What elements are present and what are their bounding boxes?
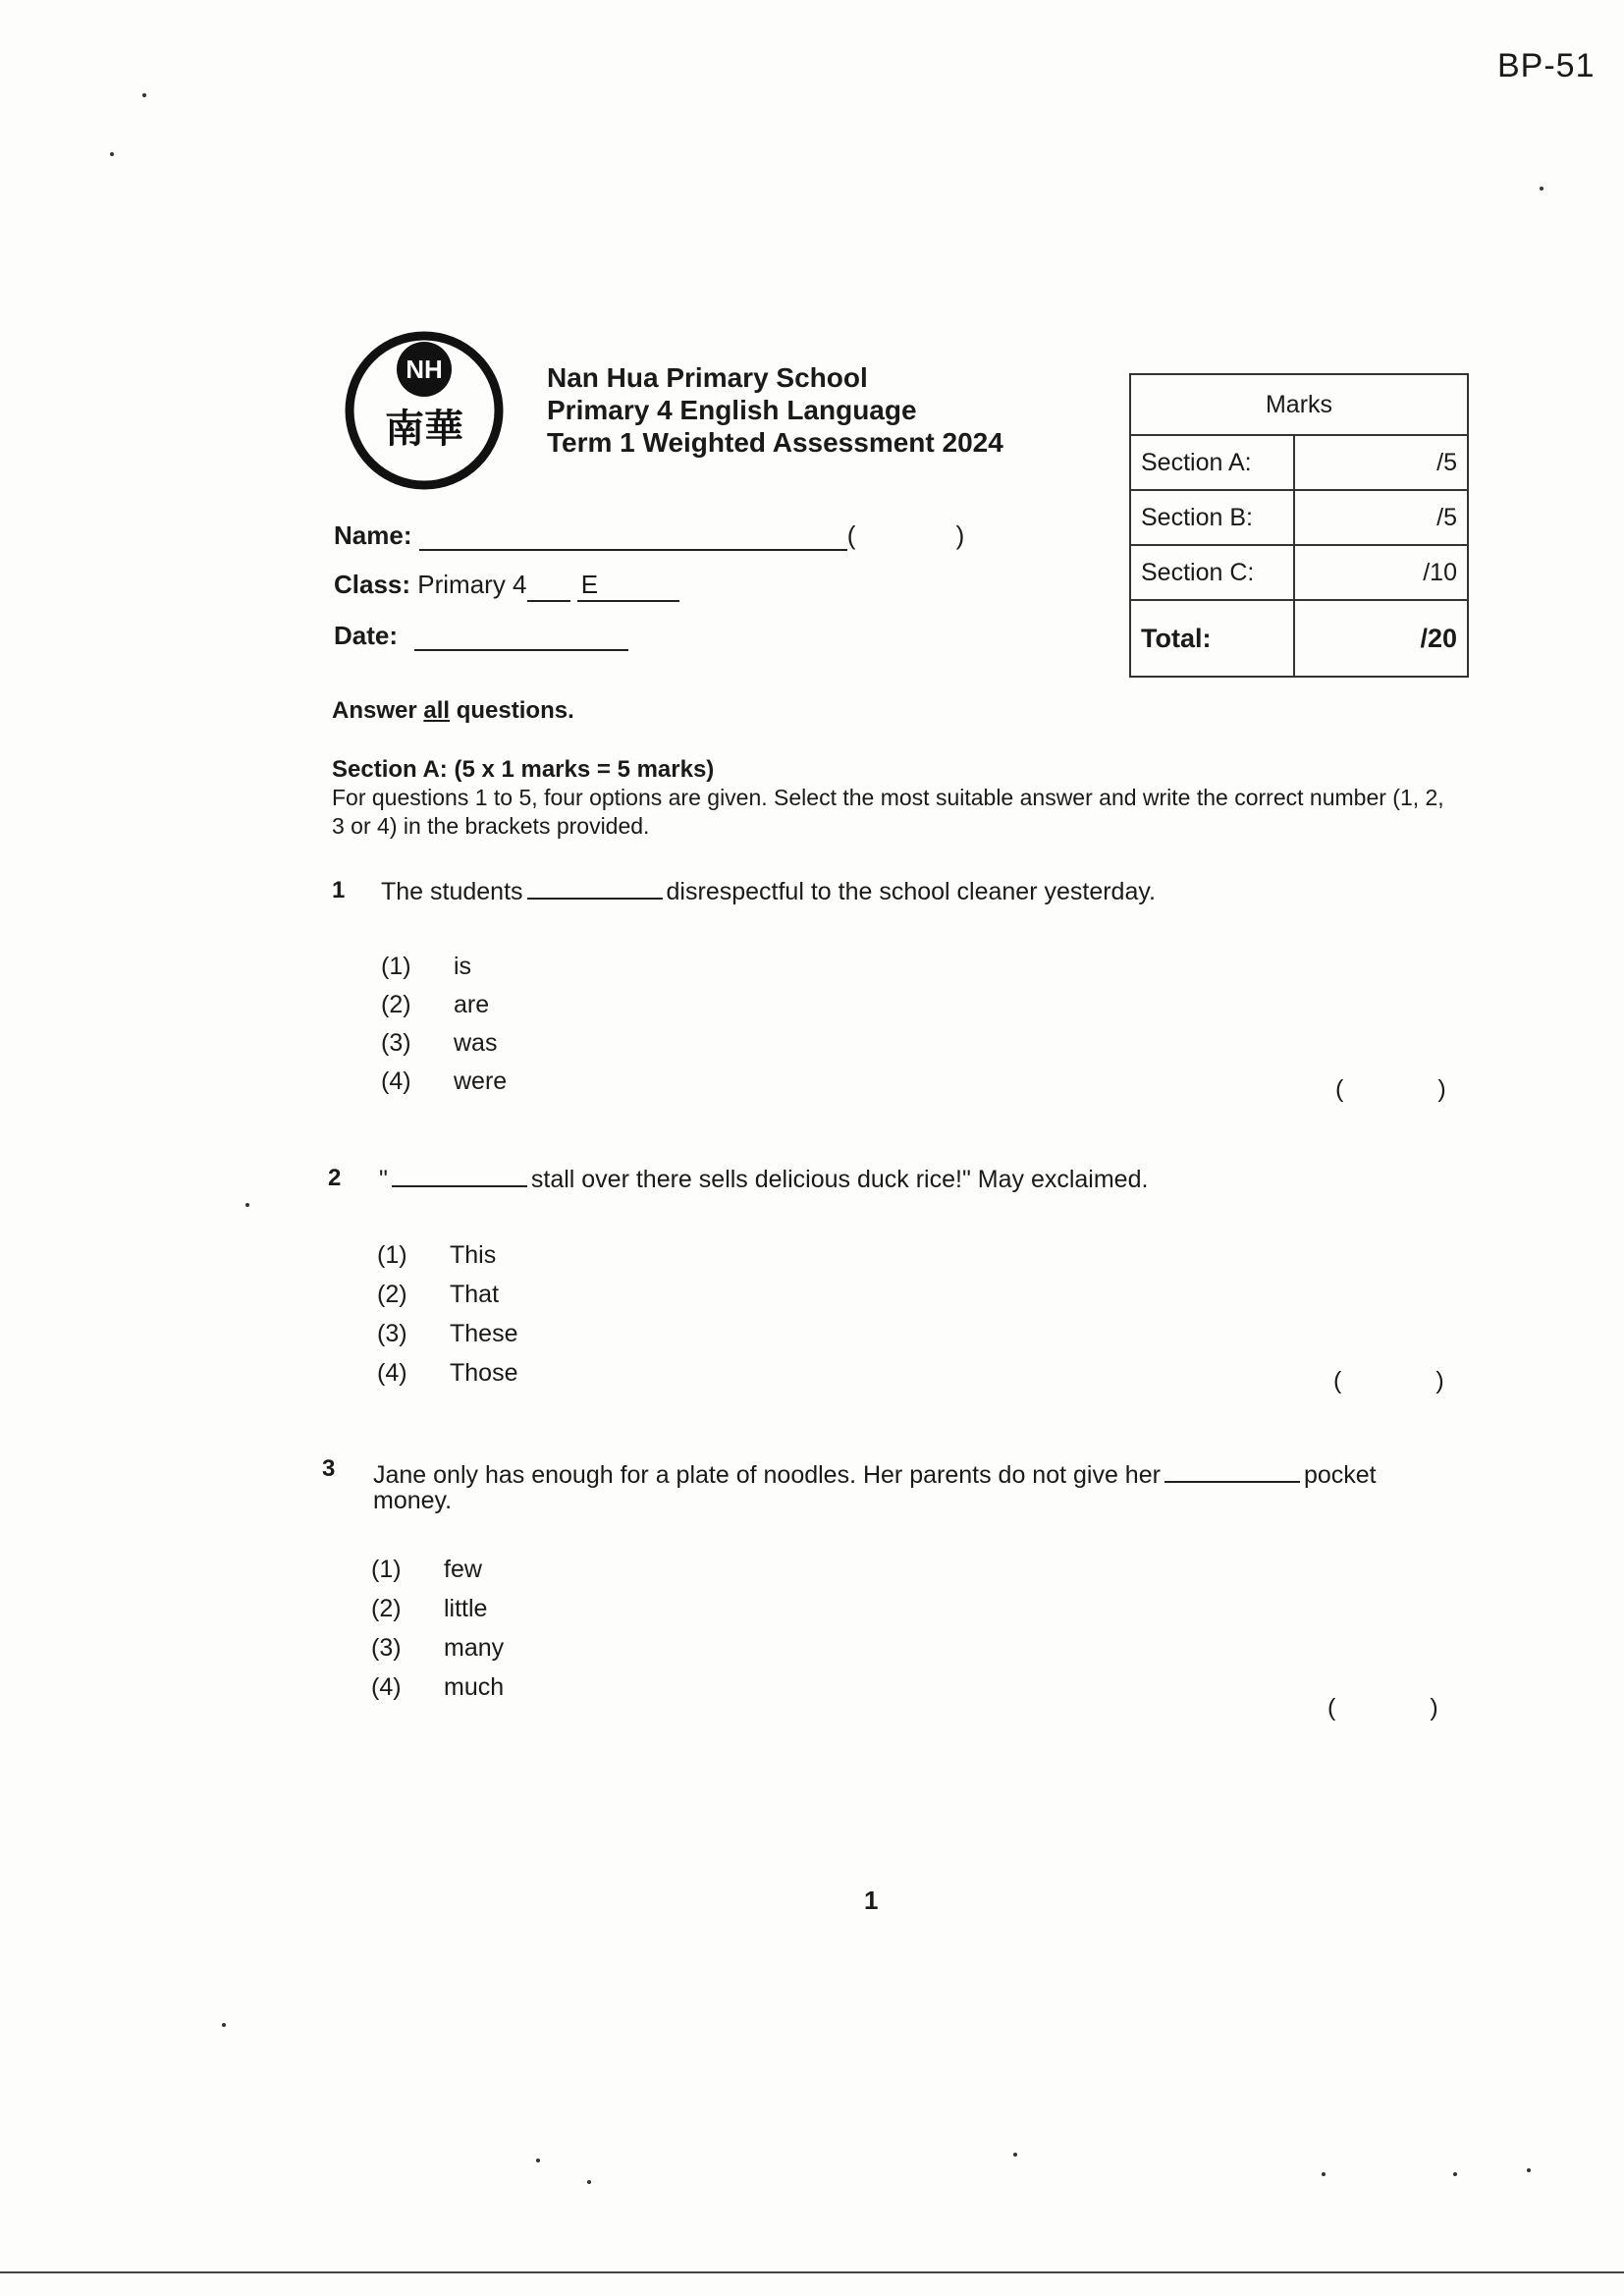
page-code: BP-51 [1497,47,1596,84]
scan-speck [222,2023,226,2027]
general-instruction: Answer all questions. [332,697,574,724]
marks-row-label: Section C: [1130,545,1294,600]
section-a-title: Section A: (5 x 1 marks = 5 marks) [332,756,715,783]
marks-total-value: /20 [1294,600,1468,677]
answer-blank [527,876,663,900]
class-section: E [577,570,679,602]
scan-speck [1013,2153,1017,2157]
school-logo [342,326,507,491]
scan-speck [1322,2172,1326,2176]
question-number: 2 [328,1165,342,1191]
header [547,361,1003,459]
class-value: Primary 4 [417,570,527,599]
marks-row-section-c [1130,545,1468,600]
scan-speck [1527,2168,1531,2172]
marks-table [1129,373,1469,678]
name-label: Name: [334,520,412,550]
answer-bracket[interactable]: ( ) [1333,1367,1444,1394]
option: (4) were [381,1067,508,1095]
marks-row-total [1130,600,1468,677]
question-number: 3 [322,1455,336,1482]
scan-speck [142,93,146,97]
logo-chinese: 南華 [385,407,463,452]
emphasis-all: all [423,697,451,724]
class-number-line[interactable] [527,574,570,602]
register-close-paren: ) [955,520,965,550]
answer-blank [392,1164,527,1187]
answer-bracket[interactable]: ( ) [1335,1075,1446,1103]
name-line[interactable] [419,523,847,551]
question-text: " stall over there sells delicious duck rice!" May exclaimed. [379,1166,1149,1193]
assessment-title: Term 1 Weighted Assessment 2024 [547,427,1003,458]
logo-initials: NH [406,355,443,384]
marks-row-label: Section B: [1130,490,1294,545]
marks-row-label: Section A: [1130,435,1294,490]
question-text-continued: money. [373,1487,453,1514]
option: (1) This [377,1241,497,1269]
school-name: Nan Hua Primary School [547,362,868,393]
option: (3) These [377,1320,518,1347]
marks-row-value: /5 [1294,435,1468,490]
bottom-rule [0,2271,1624,2273]
date-line[interactable] [414,624,628,651]
scan-speck [110,152,114,156]
marks-row-section-b [1130,490,1468,545]
date-field [334,621,628,651]
question-text: The students disrespectful to the school cleaner yesterday. [381,878,1156,905]
option: (1) is [381,953,472,980]
page-number: 1 [864,1886,879,1915]
answer-blank [1164,1459,1300,1483]
option: (1) few [371,1556,482,1583]
class-label: Class: [334,570,411,599]
option: (3) many [371,1634,505,1662]
scan-speck [245,1203,249,1207]
scan-speck [587,2180,591,2184]
option: (2) That [377,1281,500,1308]
option: (2) are [381,991,490,1018]
scan-speck [536,2159,540,2162]
marks-row-section-a [1130,435,1468,490]
register-open-paren: ( [846,520,856,550]
option: (4) much [371,1673,505,1701]
marks-title: Marks [1130,374,1468,435]
class-field [334,570,679,602]
option: (4) Those [377,1359,518,1387]
subject-title: Primary 4 English Language [547,395,917,425]
name-field [334,520,964,551]
marks-total-label: Total: [1130,600,1294,677]
marks-row-value: /5 [1294,490,1468,545]
section-a-instructions: For questions 1 to 5, four options are given. Select the most suitable answer and write the correct number (1, 2, 3 or 4) in the brackets provided. [332,785,1444,839]
date-label: Date: [334,621,399,650]
option: (2) little [371,1595,488,1622]
scan-speck [1453,2172,1457,2176]
answer-bracket[interactable]: ( ) [1327,1694,1438,1722]
scan-speck [1540,187,1543,191]
question-number: 1 [332,877,346,903]
question-text: Jane only has enough for a plate of noodles. Her parents do not give her pocket [373,1461,1377,1489]
option: (3) was [381,1029,498,1057]
marks-row-value: /10 [1294,545,1468,600]
